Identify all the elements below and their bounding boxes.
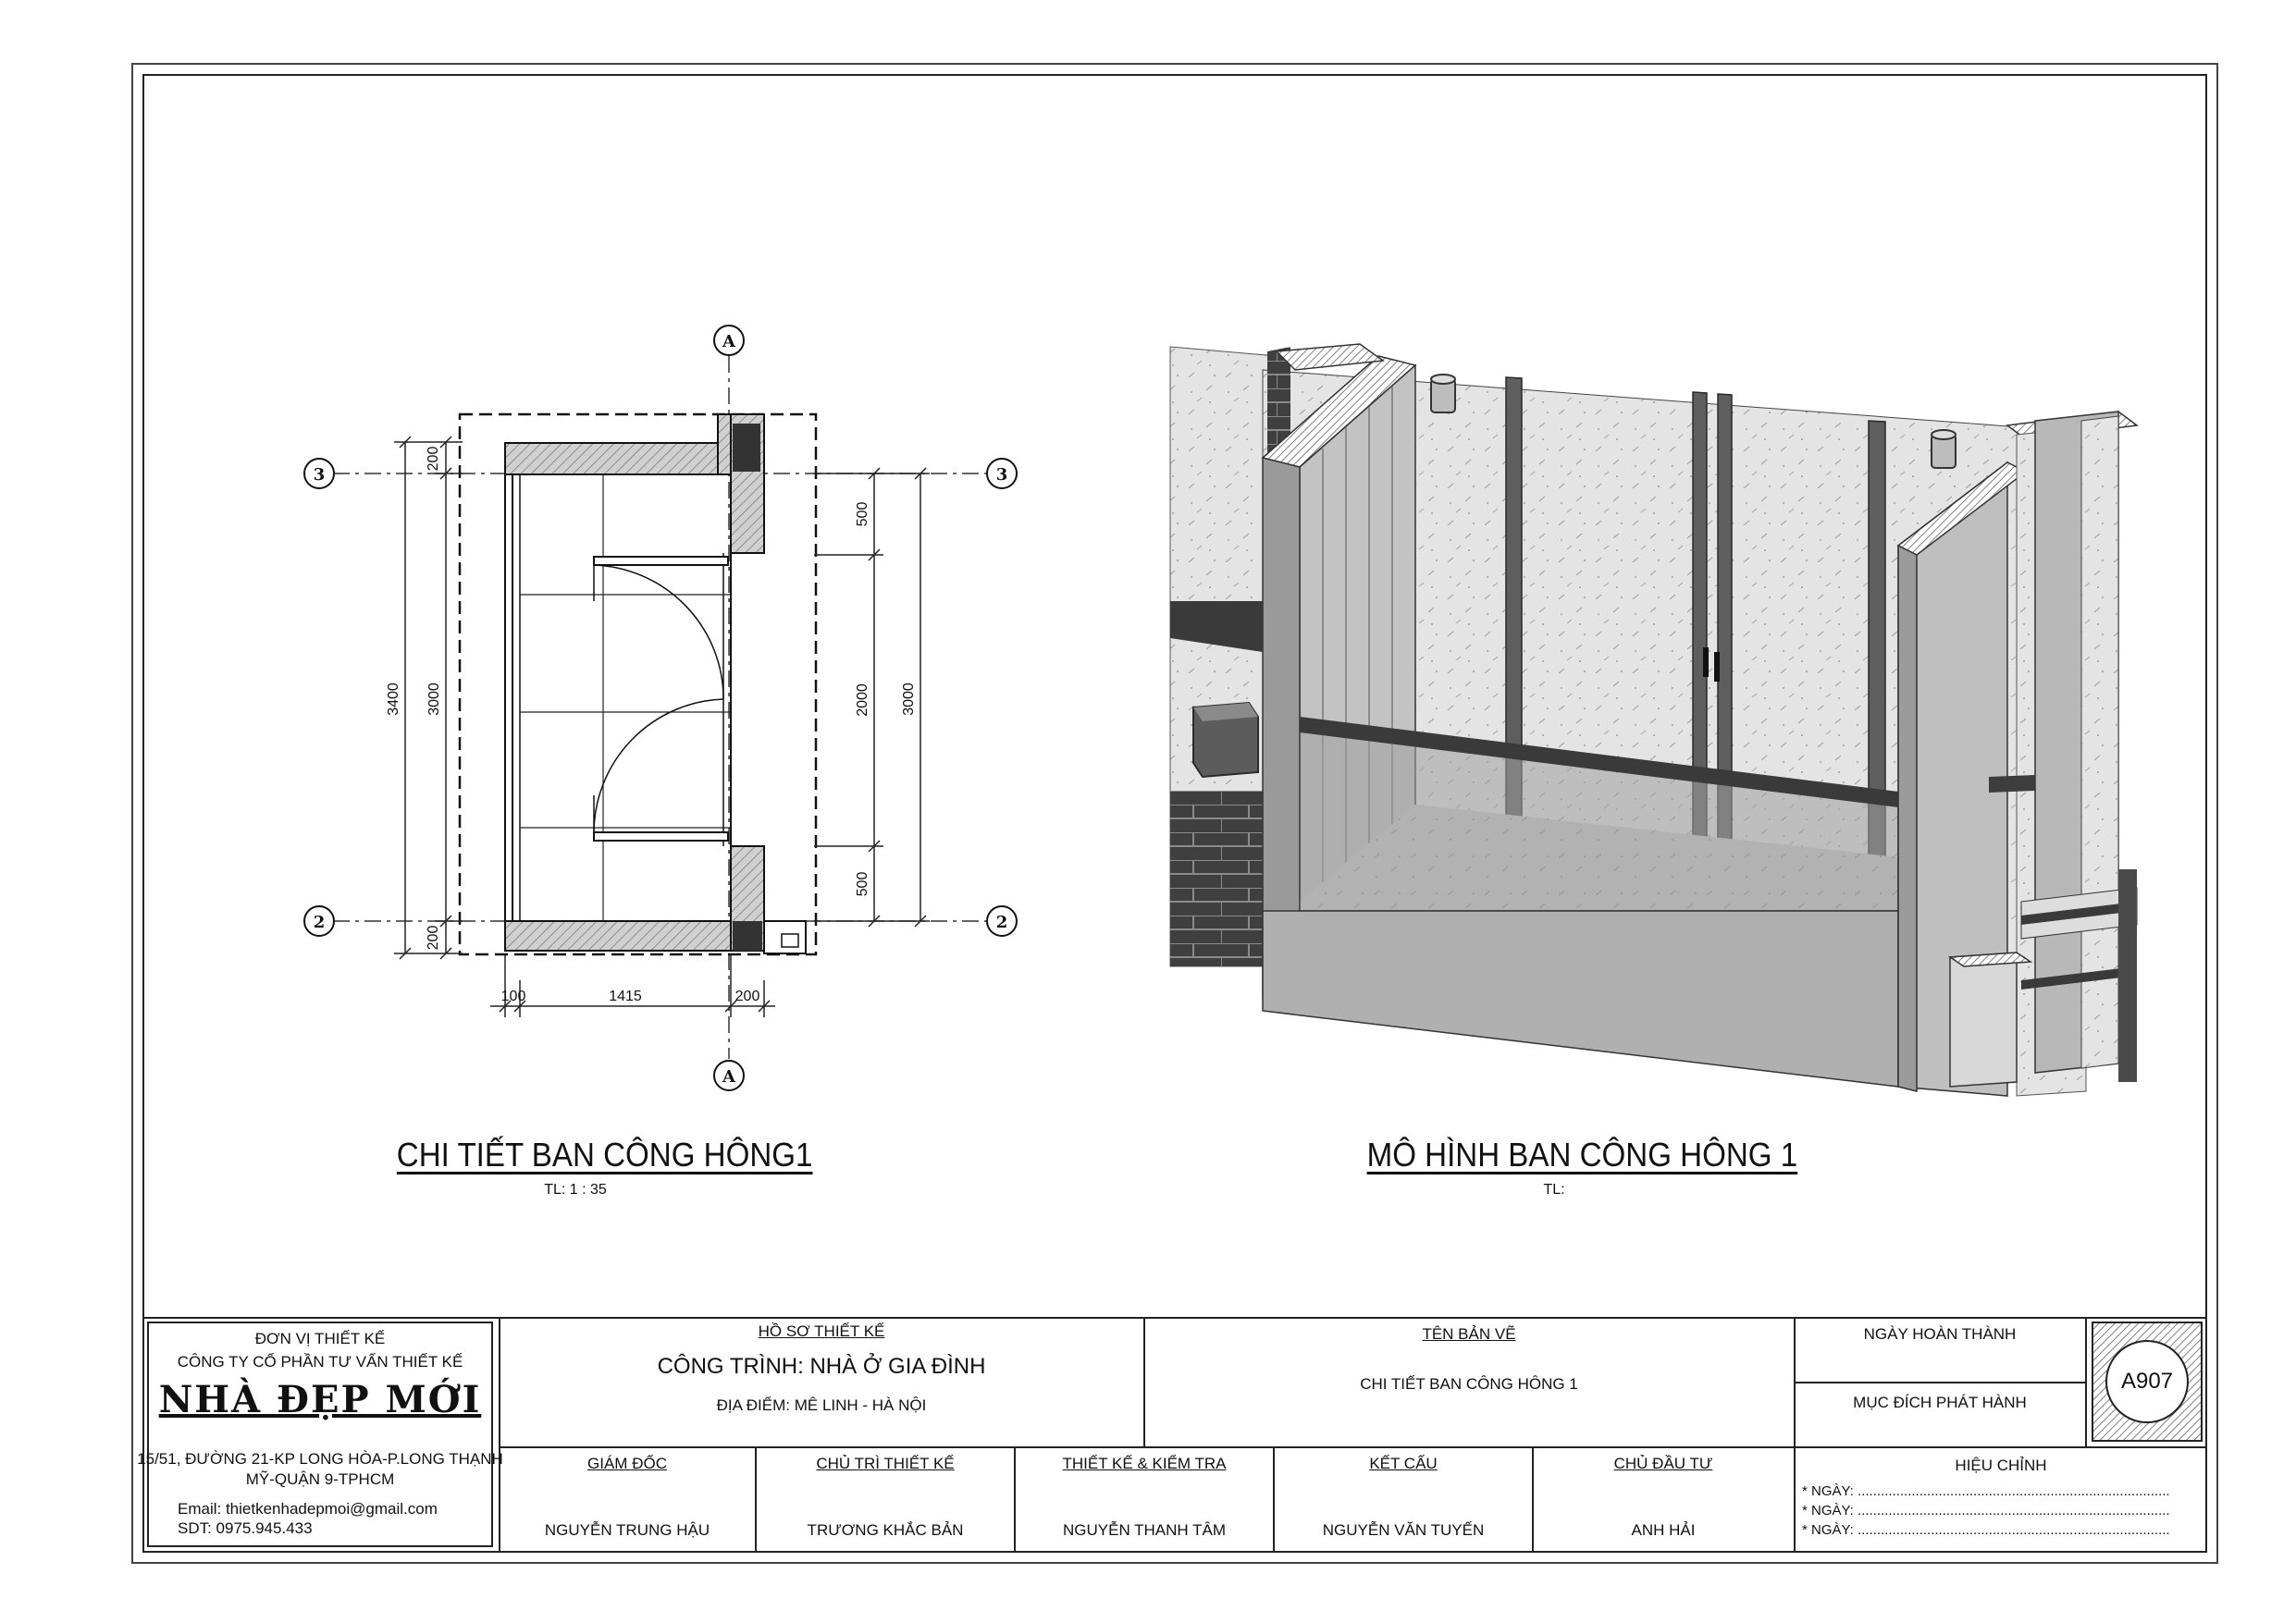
grid-label-2-right: 2 bbox=[995, 913, 1008, 932]
dim-right-top: 500 bbox=[855, 501, 870, 527]
dim-bottom-b: 1415 bbox=[609, 989, 642, 1004]
dim-right-total: 3000 bbox=[901, 682, 917, 716]
role-investor: CHỦ ĐẦU TƯ bbox=[1613, 1455, 1713, 1472]
company-brand-logo: NHÀ ĐẸP MỚI bbox=[158, 1378, 482, 1421]
company-name: CÔNG TY CỔ PHẦN TƯ VẤN THIẾT KẾ bbox=[177, 1353, 463, 1371]
name-director: NGUYỄN TRUNG HẬU bbox=[544, 1521, 710, 1539]
project-name: CÔNG TRÌNH: NHÀ Ở GIA ĐÌNH bbox=[657, 1354, 986, 1379]
dossier-label: HỒ SƠ THIẾT KẾ bbox=[758, 1322, 885, 1340]
revision-line-3: * NGÀY: ................................................................................. bbox=[1802, 1522, 2170, 1538]
revision-label: HIỆU CHỈNH bbox=[1955, 1457, 2047, 1474]
purpose-label: MỤC ĐÍCH PHÁT HÀNH bbox=[1853, 1394, 2027, 1411]
company-address-2: MỸ-QUẬN 9-TPHCM bbox=[245, 1470, 395, 1488]
dim-bottom-a: 100 bbox=[500, 989, 526, 1004]
grid-label-3-right: 3 bbox=[995, 465, 1008, 485]
drawing-name: CHI TIẾT BAN CÔNG HÔNG 1 bbox=[1360, 1375, 1578, 1393]
revision-line-1: * NGÀY: ................................................................................. bbox=[1802, 1483, 2170, 1499]
name-lead-designer: TRƯƠNG KHẮC BẢN bbox=[807, 1521, 964, 1539]
role-design-check: THIẾT KẾ & KIỂM TRA bbox=[1062, 1455, 1227, 1472]
dim-left-mid: 3000 bbox=[426, 682, 442, 716]
grid-label-a-top: A bbox=[722, 332, 735, 351]
dim-left-bottom: 200 bbox=[426, 925, 441, 951]
revision-line-2: * NGÀY: ................................................................................. bbox=[1802, 1503, 2170, 1518]
dim-right-bottom: 500 bbox=[855, 871, 870, 897]
project-location: ĐỊA ĐIỂM: MÊ LINH - HÀ NỘI bbox=[716, 1396, 927, 1414]
role-structure: KẾT CẤU bbox=[1369, 1455, 1438, 1472]
plan-scale: TL: 1 : 35 bbox=[544, 1182, 607, 1198]
company-email: Email: thietkenhadepmoi@gmail.com bbox=[178, 1500, 438, 1518]
dim-left-top: 200 bbox=[426, 446, 441, 472]
drawing-label: TÊN BẢN VẼ bbox=[1422, 1325, 1516, 1343]
plan-title: CHI TIẾT BAN CÔNG HÔNG1 bbox=[396, 1136, 813, 1174]
role-lead-designer: CHỦ TRÌ THIẾT KẾ bbox=[816, 1455, 955, 1472]
dim-bottom-c: 200 bbox=[734, 989, 760, 1004]
model-title: MÔ HÌNH BAN CÔNG HÔNG 1 bbox=[1366, 1136, 1798, 1174]
grid-label-a-bottom: A bbox=[722, 1067, 735, 1087]
grid-label-2-left: 2 bbox=[313, 913, 326, 932]
sheet-number: A907 bbox=[2120, 1369, 2174, 1394]
role-director: GIÁM ĐỐC bbox=[587, 1455, 667, 1472]
dim-left-total: 3400 bbox=[386, 682, 401, 716]
name-structure: NGUYỄN VĂN TUYẾN bbox=[1322, 1521, 1485, 1539]
company-label: ĐƠN VỊ THIẾT KẾ bbox=[254, 1330, 386, 1347]
name-design-check: NGUYỄN THANH TÂM bbox=[1062, 1521, 1227, 1539]
model-scale: TL: bbox=[1543, 1182, 1565, 1198]
company-phone: SDT: 0975.945.433 bbox=[178, 1519, 313, 1537]
name-investor: ANH HẢI bbox=[1631, 1521, 1696, 1539]
grid-label-3-left: 3 bbox=[313, 465, 326, 485]
dim-right-mid: 2000 bbox=[855, 683, 870, 717]
company-address-1: 15/51, ĐƯỜNG 21-KP LONG HÒA-P.LONG THẠNH bbox=[137, 1450, 503, 1468]
completion-label: NGÀY HOÀN THÀNH bbox=[1863, 1325, 2017, 1343]
